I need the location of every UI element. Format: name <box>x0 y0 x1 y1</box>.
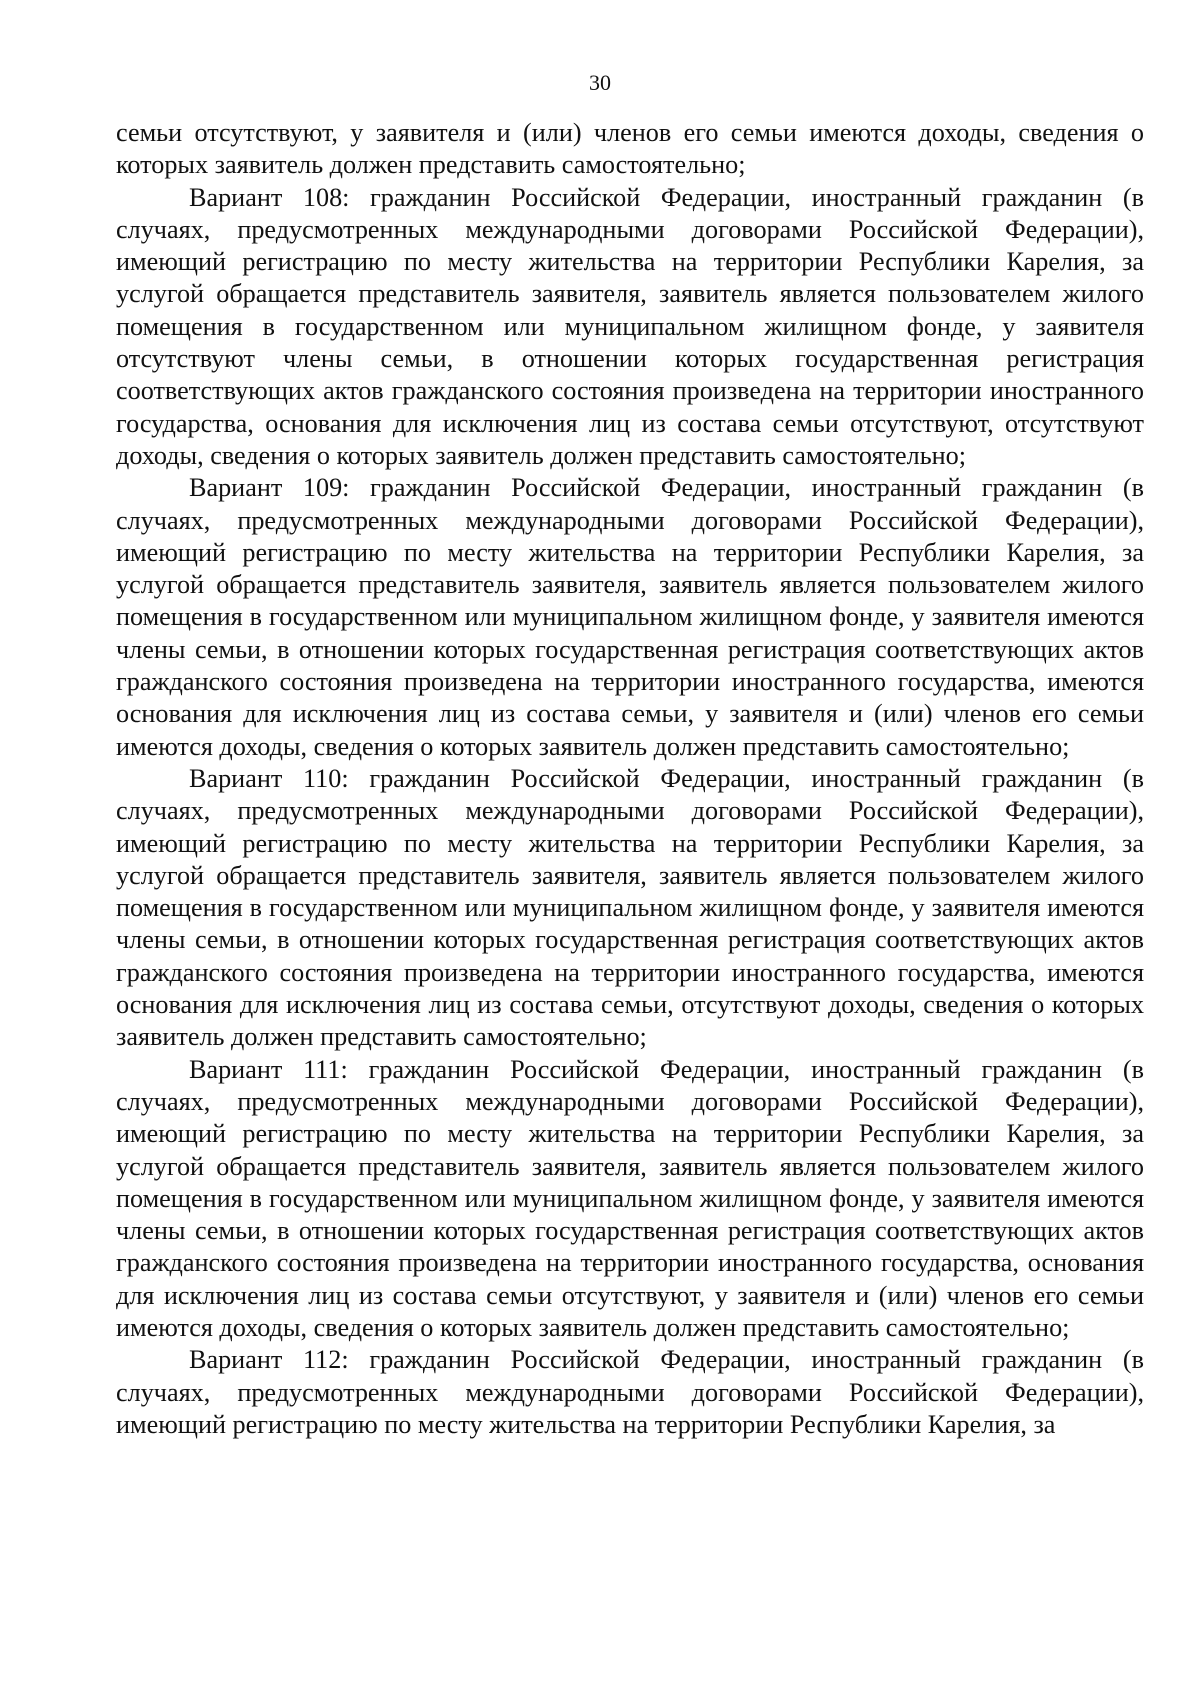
paragraph-continuation: семьи отсутствуют, у заявителя и (или) членов его семьи имеются доходы, сведения о которых заявитель должен представить самостоятельно; <box>116 118 1144 180</box>
paragraph-variant-112: Вариант 112: гражданин Российской Федерации, иностранный гражданин (в случаях, предусмотренных международными договорами Российской Федерации), имеющий регистрацию по месту жительства на территории Республики Карелия, за <box>116 1345 1144 1439</box>
paragraph-variant-109: Вариант 109: гражданин Российской Федерации, иностранный гражданин (в случаях, предусмотренных международными договорами Российской Федерации), имеющий регистрацию по месту жительства на территории Республики Карелия, за услугой обращается представитель заявителя, заявитель является пользователем жилого помещения в государственном или муниципальном жилищном фонде, у заявителя имеются члены семьи, в отношении которых государственная регистрация соответствующих актов гражданского состояния произведена на территории иностранного государства, имеются основания для исключения лиц из состава семьи, у заявителя и (или) членов его семьи имеются доходы, сведения о которых заявитель должен представить самостоятельно; <box>116 473 1144 761</box>
paragraph-variant-111: Вариант 111: гражданин Российской Федерации, иностранный гражданин (в случаях, предусмотренных международными договорами Российской Федерации), имеющий регистрацию по месту жительства на территории Республики Карелия, за услугой обращается представитель заявителя, заявитель является пользователем жилого помещения в государственном или муниципальном жилищном фонде, у заявителя имеются члены семьи, в отношении которых государственная регистрация соответствующих актов гражданского состояния произведена на территории иностранного государства, основания для исключения лиц из состава семьи отсутствуют, у заявителя и (или) членов его семьи имеются доходы, сведения о которых заявитель должен представить самостоятельно; <box>116 1054 1144 1342</box>
page-number: 30 <box>589 70 611 95</box>
paragraph-variant-108: Вариант 108: гражданин Российской Федерации, иностранный гражданин (в случаях, предусмотренных международными договорами Российской Федерации), имеющий регистрацию по месту жительства на территории Республики Карелия, за услугой обращается представитель заявителя, заявитель является пользователем жилого помещения в государственном или муниципальном жилищном фонде, у заявителя отсутствуют члены семьи, в отношении которых государственная регистрация соответствующих актов гражданского состояния произведена на территории иностранного государства, основания для исключения лиц из состава семьи отсутствуют, отсутствуют доходы, сведения о которых заявитель должен представить самостоятельно; <box>116 182 1144 470</box>
paragraph-variant-110: Вариант 110: гражданин Российской Федерации, иностранный гражданин (в случаях, предусмотренных международными договорами Российской Федерации), имеющий регистрацию по месту жительства на территории Республики Карелия, за услугой обращается представитель заявителя, заявитель является пользователем жилого помещения в государственном или муниципальном жилищном фонде, у заявителя имеются члены семьи, в отношении которых государственная регистрация соответствующих актов гражданского состояния произведена на территории иностранного государства, имеются основания для исключения лиц из состава семьи, отсутствуют доходы, сведения о которых заявитель должен представить самостоятельно; <box>116 763 1144 1052</box>
document-body <box>116 117 1144 1441</box>
